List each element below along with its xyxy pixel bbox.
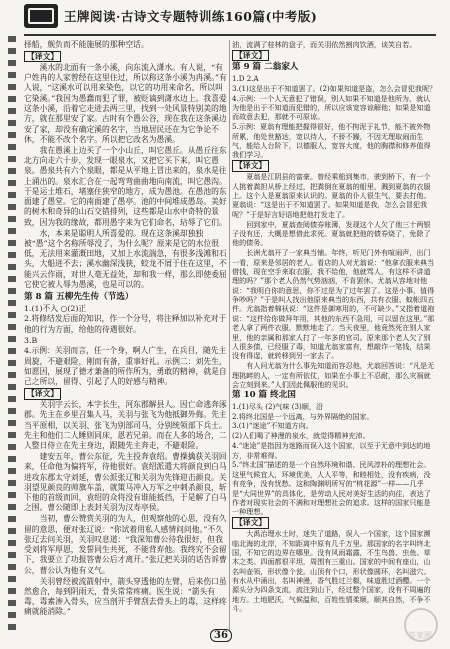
translation-label: 【译文】 [24, 51, 61, 63]
text-paragraph: 建安五年，曹公东征，先主投奔袁绍。曹操擒获关羽回来，任命他为偏将军，待他很好。袁绍派遣大将颜良到白马进攻东郡太守刘延，曹公派张辽和关羽为先锋迎击颜良。关羽望见颜良的帅旗车盖，就策马冲入万军之中刺杀颜良，斩下他的首级而回，袁绍的众将没有谁能抵挡，于是解了白马之围。曹公随即上表封关羽为汉寿亭侯。 [24, 451, 227, 513]
text-paragraph: 3.(1)“迷途”不知道方向。 [232, 421, 313, 431]
text-paragraph: 长洲尤翁开了一家典当铺。年终，听见门外有喧闹声，出门一看，原来是邻居的老人。看店的人对尤翁说：“他拿衣服来典当借钱，现在空手来取衣服，我不给他，他就骂人，有这样不讲道理的吗？”那个老人仍然气势汹汹，不肯罢休。尤翁从容地对他说：“我明白你的意思，你不过是为了过年罢了。这是小事，值得争吵吗？”于是叫人找出他原来典当的东西，共有衣服、蚊帐四五件。尤翁指着棉袄说：“这件是御寒用的，不可缺少。”又指着道袍说：“这件给你做拜年用，其他的东西不急用，可以留在这里。”那老人拿了两件衣服，默默地走了。当天夜里，他竟然死在别人家里，他的亲属和那家人打了一年多的官司。原来那个老人欠了别人很多债，已经服了毒，知道尤翁家富有，想敲诈一笔钱，结果没有得逞，就转移到另一家去了。 [232, 248, 435, 361]
section-heading: 第 8 篇 五柳先生传（节选） [24, 292, 134, 303]
text-paragraph: 水，本来是聪明人所喜爱的。现在这条溪却独独被“愚”这个名称所辱没了，为什么呢？原来是它的水位很低，无法用来灌溉田地，又加上水流湍急，有很多浅滩和石头，大船进不去；溪水幽深浅狭，蛟龙不屑于住在这里，不能兴云作雨，对世人毫无益处，却和我一样，那么即使委屈它使它被人辱为愚溪，也是可以的。 [24, 228, 227, 290]
text-paragraph: (2)人们喝了神漫的泉水，就觉得精神充沛。 [232, 431, 370, 441]
text-paragraph: 夏翁是江阴县的富豪。曾经乘船到集市，驶到桥下，有一个人挑着粪担从桥上经过，把粪倒在夏翁的船里，溅到夏翁的衣服上。这个人是夏翁原来认识的。夏翁的仆人很生气，要去打他。夏翁说：“这是出于不知道罢了。如果知道是我，怎么会冒犯我呢？”于是好言好语地把他打发走了。 [232, 172, 431, 219]
text-paragraph: 4.示例：一个人无意犯了错误，别人如果不知道是他所为，就认为他是出于不知道而犯错的，所以应该宽容谅解他；如果是知道而故意去犯，那就不可原谅。 [232, 93, 431, 122]
text-paragraph: 5.“终北国”描述的是一个自然环境和谐、民风淳朴的理想社会。这里气候宜人，环境优美，人人平等，和睦相处，没有疾病，没有竞争，没有忧愁。这和陶渊明所写的“桃花源”一样——几乎是“大同世界”的具体化，是劳动人民对美好生活的向往，表达了作者对现实社会的不满和对理想社会的追求。这样的国家只能是一种理想。 [232, 460, 431, 517]
translation-label: 【译文】 [24, 388, 61, 400]
left-column [24, 40, 229, 618]
watermark-logo [398, 608, 442, 642]
text-paragraph: 回到家中，夏翁查阅债券账簿，发现这个人欠了他三十两银子没有还，大概是想借此求死。夏翁就把他的债券烧了，免除了他的债务。 [232, 219, 431, 248]
label-row [232, 50, 437, 62]
right-column [232, 40, 437, 614]
page-number-label: 36 [210, 629, 232, 642]
text-paragraph: 择船，舰负而不能施展的那种空话。 [24, 40, 149, 49]
text-paragraph: 油，流满了桂林的盘子，而关羽依然割肉饮酒，谈笑自若。 [232, 40, 417, 49]
text-paragraph: 3.(1)这是出于不知道罢了。(2)如果知道是盗，怎么会冒犯我呢？ [232, 83, 437, 93]
text-paragraph: 3.B [24, 335, 38, 345]
page-number [210, 630, 232, 641]
column-divider [229, 40, 230, 632]
text-paragraph: 溪水的北面有一条小溪，向东流入潇水。有人说，“有户姓冉的人家曾经在这里住过，所以称这条小溪为冉溪。”有人说，“这溪水可以用来染色，以它的功用来命名，所以叫它染溪。”我因为愚蠢而犯了罪，被贬谪到潇水边上。我喜爱这条小溪，沿着它走进去两三里，找到一处风景特别美的地方，就在那里安了家。古时有个愚公谷，现在我在这条溪边安了家，却没有确定溪的名字，当地居民还在为它争论不休，不能不改个名字。所以把它改名为愚溪。 [24, 62, 227, 144]
text-paragraph: 关羽字云长，本字长生，河东郡解县人。因亡命逃奔涿郡。先主在乡里召集人马，关羽与张飞为他抵御外侮。先主当平原相，以关羽、张飞为别部司马，分别统领部下兵士。先主和他们二人睡则同床，恩若兄弟。而在人多的场合，二人整日侍立在先主身边，跟随先主奔走，不避艰险。 [24, 400, 227, 451]
page-header [0, 0, 450, 34]
text-paragraph: 4.“迷途”是指因为迷路而误入这个国家，以至于无意中到达的地方，非常难得。 [232, 441, 431, 460]
series-title: 王牌阅读·古诗文专题特训练160篇(中考版) [64, 9, 318, 24]
label-row [232, 160, 437, 172]
text-paragraph: 1.(1)尽头 (2)气味 (3)顺，沿 [232, 401, 324, 411]
header-rule [24, 34, 436, 36]
text-paragraph: 5.示例：夏翁有理能把握得很好，他不拘泥于礼节，能不被外物所累，他处世豁达，宽以待人，不骄不躁，不因无理取闹而生气，能给人台阶下，以德服人，宽容大度，他的胸襟和修养值得我们学习。 [232, 122, 431, 160]
text-paragraph: 有人问尤翁为什么事先知道而容忍他，尤翁回答说：“凡是无理挑衅的人，一定有所依仗，如果在小事上不忍耐，那么灾祸就会立刻到来。”人们因此佩服他的见识。 [232, 361, 435, 389]
section-heading: 第 9 篇 二翁家人 [232, 62, 299, 73]
translation-label: 【译文】 [232, 160, 269, 172]
section-heading: 第 10 篇 终北国 [232, 390, 296, 401]
binding-strip [8, 36, 16, 633]
translation-label: 【译文】 [232, 517, 269, 529]
text-paragraph: 2.将终北国是一个远离，与外界隔绝的国家。 [232, 411, 374, 421]
label-row [232, 517, 437, 529]
label-row [24, 388, 229, 400]
translation-label: 【译文】 [232, 50, 269, 62]
watermark-text: 答案圈 [408, 631, 432, 640]
text-paragraph: 大禹治理水土时，迷失了道路，误入一个国家，这个国家濒临北海的北岸，不知距离中原有几千万里。那国家的名字叫终北国，不知它的边界在哪里。没有风雨霜露，不生鸟兽、虫鱼、草木之类。四面都很平坦，周围有三重山。国家的中间有座山，山名叫壶领，形状像个瓮。山顶有个口，形状像圆环，名叫滋穴。有水从中涌出，名叫神漫，香气胜过兰椒，味道胜过酒醴。一个源头分为四条支流，流注到山下，经过整个国家，没有不周遍的地方。土地肥沃，气候温和，百姓性情柔顺，顺其自然，不争不斗。 [232, 529, 431, 614]
series-logo-icon [24, 4, 58, 28]
text-paragraph: 1.(1)不入 ○(2)正 [24, 303, 87, 313]
text-paragraph: 关羽曾经被流箭射中，箭头穿透他的左臂，后来伤口虽然愈合，每到阴雨天，骨头常常疼痛。医生说：“箭头有毒，毒素渗入骨头，应当剖开手臂刮去骨头上的毒，这样疼痛就能消除。” [24, 576, 227, 617]
text-paragraph: 4.示例：关羽而言，任一个身，啊人广生，在兵目，随先主周旋，不避艰险，刚而有备，重事好礼。示例二：刘先生，如愿因，展现了德才兼备的所作所为，勇敢的精神，就是自己之所以，留得、引起了人的好感与精神。 [24, 346, 227, 387]
label-row [24, 51, 229, 63]
text-paragraph: 2.将修结发后面的知识，作一个分号，将注释加以补充对于他的行为方面，给他的待遇很好。 [24, 314, 227, 334]
text-paragraph: 1.D 2.A [232, 73, 259, 83]
text-paragraph: 我在愚溪上边买了一个小山丘，叫它愚丘。从愚丘往东北方向走六十步，发现一眼泉水，又把它买下来，叫它愚泉。愚泉共有六个泉眼，都是从平地上冒出来的，泉水是往上涌出的。泉水汇合在一起弯弯曲曲地向南流，叫它愚沟。于是运土堆石，堵塞住狭窄的地方，成为愚池。在愚池的东面建了愚堂。它的南面建了愚亭。池的中间堆成愚岛。美好的树木和奇异的山石交错排列，这些都是山水中奇特的景致，因为我的缘故，都用愚字来为它们命名，玷辱了它们。 [24, 145, 227, 227]
text-paragraph: 当初，曹公赞赏关羽的为人，但观察他的心思，没有久留的意思，便对张辽说：“你试着用私人感情问问他。”不久张辽去问关羽，关羽叹息道：“我深知曹公待我很好，但我受刘将军厚恩，发誓同生共死，不能背弃他。我终究不会留下，我要立了功报答曹公后才离开。”张辽把关羽的话告诉曹公，曹公认为他有义气。 [24, 514, 227, 575]
